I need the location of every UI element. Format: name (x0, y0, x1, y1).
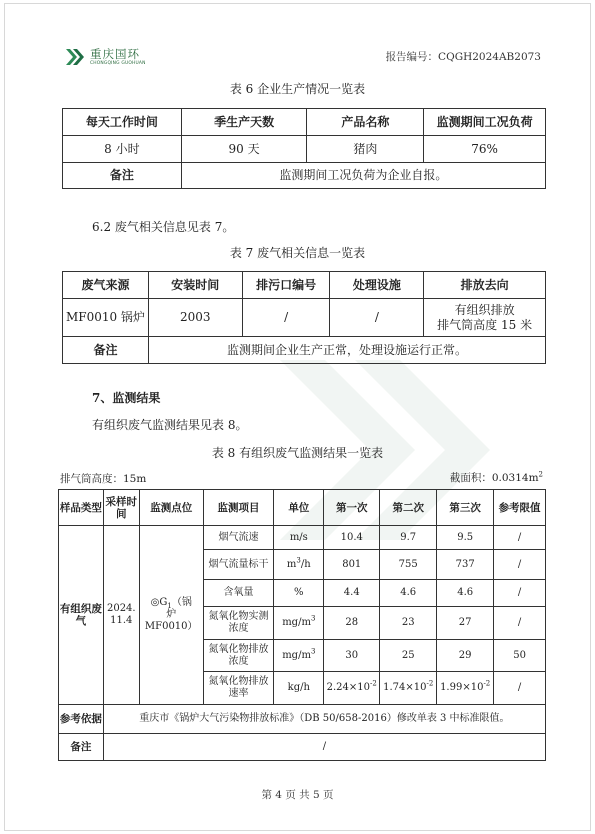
table6-header-load: 监测期间工况负荷 (424, 109, 546, 136)
table8-limit-flow-rate: / (494, 550, 546, 580)
table8-limit-oxygen: / (494, 580, 546, 607)
table7-destination-line1: 有组织排放 (454, 302, 515, 317)
table8-item-nox-rate: 氮氧化物排放速率 (203, 672, 274, 705)
table8-header-round2: 第二次 (380, 490, 437, 526)
table8-r1-oxygen: 4.4 (324, 580, 380, 607)
table8-unit-nox-measured-base: mg/m (282, 617, 311, 628)
table8-r2-oxygen: 4.6 (380, 580, 437, 607)
table8-unit-nox-emission-base: mg/m (282, 649, 311, 661)
table8-caption: 表 8 有组织废气监测结果一览表 (211, 446, 384, 460)
table8-r3-flow-velocity: 9.5 (437, 526, 494, 550)
table8-unit-nox-emission-exponent: 3 (310, 647, 316, 656)
table8-r1-flow-rate: 801 (324, 550, 380, 580)
table8-r1-nox-rate-base: 2.24×10 (326, 682, 371, 693)
table8-point-line2: 炉 (166, 609, 177, 620)
table8-point-line3: MF0010） (144, 621, 198, 632)
table8-unit-flow-rate-exponent: 3 (296, 556, 301, 565)
table8-header-date: 采样时间 (103, 490, 139, 526)
table6-cell-days: 90 天 (181, 136, 307, 163)
table8-date-line1: 2024. (106, 603, 136, 614)
table7-cell-destination (424, 299, 546, 337)
cross-section-area-unit-exponent: 2 (538, 470, 543, 479)
stack-height: 排气筒高度：15m (60, 473, 147, 485)
company-logo-icon (64, 47, 86, 67)
table8-r3-nox-measured: 27 (437, 607, 494, 640)
table6-note: 监测期间工况负荷为企业自报。 (181, 163, 545, 189)
company-name-en: CHONGQING GUOHUAN (90, 60, 146, 66)
table8-unit-flow-rate-base: m (286, 558, 297, 570)
table6-cell-load: 76% (424, 136, 546, 163)
table8-r3-nox-rate (437, 672, 494, 705)
table7-cell-outlet: / (242, 299, 330, 337)
table8-limit-nox-emission: 50 (494, 640, 546, 672)
table8-basis: 重庆市《锅炉大气污染物排放标准》（DB 50/658-2016）修改单表 3 中标准限值。 (103, 705, 545, 734)
table8-item-nox-measured: 氮氧化物实测浓度 (203, 607, 274, 640)
table8-unit-nox-emission (274, 640, 324, 672)
table7-header-destination: 排放去向 (424, 272, 546, 299)
table8-point (139, 526, 203, 705)
table8-point-code: ◎G (150, 597, 168, 608)
table8-r1-nox-measured: 28 (324, 607, 380, 640)
table6-cell-product: 猪肉 (307, 136, 424, 163)
table8-r2-nox-rate-exponent: -2 (426, 679, 434, 688)
table8-r3-oxygen: 4.6 (437, 580, 494, 607)
table8-unit-flow-rate-rest: /h (300, 558, 311, 570)
table8-header-round3: 第三次 (437, 490, 494, 526)
table7 (62, 271, 546, 364)
table8-r3-nox-rate-exponent: -2 (483, 679, 491, 688)
table8-r2-nox-rate (380, 672, 437, 705)
table8-r1-nox-rate (324, 672, 380, 705)
table6-cell-hours: 8 小时 (63, 136, 182, 163)
table7-header-facility: 处理设施 (330, 272, 424, 299)
table6-header-product: 产品名称 (307, 109, 424, 136)
table6-caption: 表 6 企业生产情况一览表 (229, 82, 366, 96)
table7-header-time: 安装时间 (148, 272, 242, 299)
table8-note: / (103, 734, 545, 761)
table8-header-item: 监测项目 (203, 490, 274, 526)
table8-unit-nox-rate: kg/h (274, 672, 324, 705)
table8-limit-flow-velocity: / (494, 526, 546, 550)
table8-point-name-start: （锅 (171, 597, 192, 608)
table7-note-label: 备注 (63, 337, 149, 364)
table8-r1-nox-rate-exponent: -2 (370, 679, 377, 688)
table6-note-label: 备注 (63, 163, 182, 189)
table8-limit-nox-measured: / (494, 607, 546, 640)
table7-cell-time: 2003 (148, 299, 242, 337)
table8-unit-flow-velocity: m/s (274, 526, 324, 550)
table8-header-limit: 参考限值 (494, 490, 546, 526)
table8-item-nox-emission: 氮氧化物排放浓度 (203, 640, 274, 672)
table8-header-sample-type: 样品类型 (59, 490, 104, 526)
table8-r2-flow-rate: 755 (380, 550, 437, 580)
table8-r1-nox-emission: 30 (324, 640, 380, 672)
table8-r2-flow-velocity: 9.7 (380, 526, 437, 550)
table7-note: 监测期间企业生产正常，处理设施运行正常。 (148, 337, 545, 364)
table8-note-label: 备注 (59, 734, 104, 761)
table8-header-point: 监测点位 (139, 490, 203, 526)
table7-caption: 表 7 废气相关信息一览表 (229, 246, 366, 260)
table7-header-source: 废气来源 (63, 272, 149, 299)
table8-r2-nox-emission: 25 (380, 640, 437, 672)
table6-header-hours: 每天工作时间 (63, 109, 182, 136)
table7-destination-line2: 排气筒高度 15 米 (437, 317, 533, 332)
table8-point-code-subscript: 1 (167, 602, 172, 610)
table8-item-oxygen: 含氧量 (203, 580, 274, 607)
table6 (62, 108, 546, 189)
table8-unit-oxygen: % (274, 580, 324, 607)
table8-date (103, 526, 139, 705)
table8-item-flow-velocity: 烟气流速 (203, 526, 274, 550)
table7-header-outlet: 排污口编号 (242, 272, 330, 299)
table8-sample-type: 有组织废气 (59, 526, 104, 705)
table8-r3-nox-rate-base: 1.99×10 (440, 682, 484, 693)
table8-basis-label: 参考依据 (59, 705, 104, 734)
table8-limit-nox-rate: / (494, 672, 546, 705)
table8-r2-nox-rate-base: 1.74×10 (383, 682, 427, 693)
page-footer: 第 4 页 共 5 页 (261, 789, 334, 801)
table8-r2-nox-measured: 23 (380, 607, 437, 640)
table8-unit-flow-rate (274, 550, 324, 580)
cross-section-area-value: 截面积：0.0314m (449, 472, 539, 484)
table7-cell-source: MF0010 锅炉 (63, 299, 149, 337)
table8-header-round1: 第一次 (324, 490, 380, 526)
table8-header-unit: 单位 (274, 490, 324, 526)
company-name-cn: 重庆国环 (90, 46, 140, 61)
section-6-2-text: 6.2 废气相关信息见表 7。 (92, 220, 235, 234)
table6-header-days: 季生产天数 (181, 109, 307, 136)
table8-date-line2: 11.4 (110, 615, 133, 626)
table8-unit-nox-measured (274, 607, 324, 640)
table8-item-flow-rate: 烟气流量标干 (203, 550, 274, 580)
section-7-text: 有组织废气监测结果见表 8。 (92, 418, 248, 432)
company-logo (64, 47, 146, 67)
table8-r3-flow-rate: 737 (437, 550, 494, 580)
table7-cell-facility: / (330, 299, 424, 337)
table8 (58, 489, 546, 761)
section-7-title: 7、监测结果 (92, 391, 161, 405)
report-number: 报告编号：CQGH2024AB2073 (385, 51, 541, 63)
table8-r3-nox-emission: 29 (437, 640, 494, 672)
table8-point-line1 (140, 597, 203, 609)
cross-section-area (450, 470, 543, 485)
table8-unit-nox-measured-exponent: 3 (310, 614, 316, 623)
table8-r1-flow-velocity: 10.4 (324, 526, 380, 550)
